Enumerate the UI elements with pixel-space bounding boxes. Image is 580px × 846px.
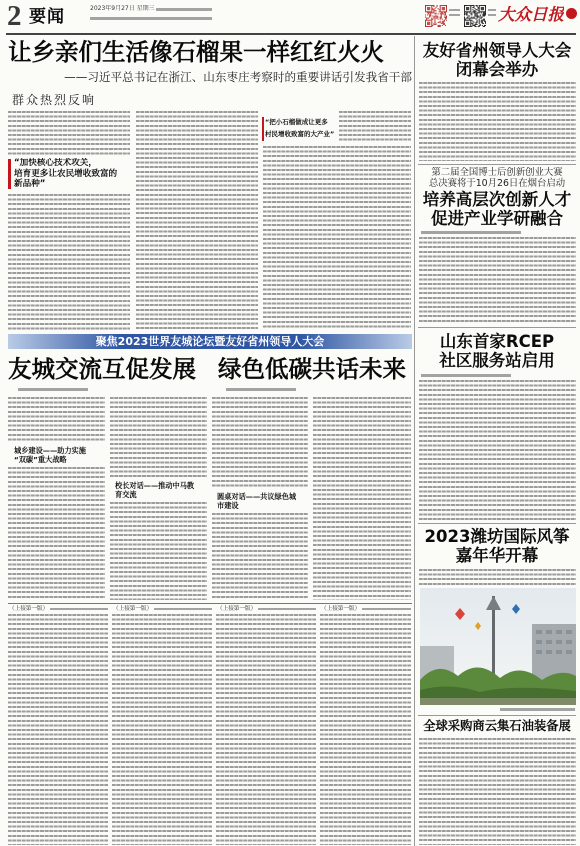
section-banner: 聚焦2023世界友城论坛暨友好省州领导人大会 <box>8 334 412 349</box>
article-body-text <box>258 608 316 610</box>
contact-line <box>90 17 212 20</box>
newspaper-logo: 大众日报 <box>498 5 564 24</box>
sidebar-story-body <box>419 380 576 520</box>
article-body-text <box>8 614 108 845</box>
headline-line: 促进产业学研融合 <box>431 209 563 228</box>
story-rule <box>418 523 576 524</box>
article-body-text <box>212 513 308 600</box>
pullquote-line: “加快核心技术攻关， <box>14 158 97 168</box>
pullquote-mark <box>262 117 264 141</box>
subhead-line: 校长对话——推动中马教 <box>115 481 195 490</box>
header-rule <box>6 33 576 35</box>
kicker-line: 总决赛将于10月26日在烟台启动 <box>428 178 566 189</box>
sidebar-headline <box>418 332 576 370</box>
article-body-text <box>8 111 130 155</box>
kicker-line: 第二届全国博士后创新创业大赛 <box>431 167 563 178</box>
article-body-text <box>50 608 108 610</box>
headline-line: 嘉年华开幕 <box>455 546 539 565</box>
sidebar-headline <box>418 527 576 565</box>
subhead-line: 圆桌对话——共议绿色城 <box>217 492 297 501</box>
sidebar-headline <box>418 41 576 79</box>
section-rule <box>8 603 412 604</box>
article-body-text <box>8 397 105 443</box>
column-divider <box>414 36 415 846</box>
sidebar-headline <box>418 190 576 228</box>
subhead-line: 育交流 <box>115 490 137 499</box>
sidebar-story-body <box>419 237 576 324</box>
sidebar-story-body <box>419 82 576 161</box>
article-body-text <box>313 397 411 600</box>
section-title: 要闻 <box>29 7 65 27</box>
pullquote-line: “把小石榴做成让更多 <box>265 118 328 126</box>
continued-label: （上接第一版） <box>217 606 257 612</box>
article-body-text <box>362 608 411 610</box>
pullquote-mark <box>8 159 11 189</box>
photo-caption <box>500 708 575 711</box>
headline-line: 培养高层次创新人才 <box>422 190 572 209</box>
editor-line <box>156 8 212 11</box>
headline-line: 友好省州领导人大会 <box>422 41 572 60</box>
article-body-text <box>136 111 258 330</box>
article-body-text <box>110 502 207 600</box>
continued-label: （上接第一版） <box>9 606 49 612</box>
sidebar-story-body <box>419 569 576 585</box>
qr-label <box>488 14 496 16</box>
feature-headline: 友城交流互促发展 <box>8 355 196 383</box>
lead-headline: 让乡亲们生活像石榴果一样红红火火 <box>8 38 384 66</box>
article-body-text <box>8 467 105 600</box>
page-number: 2 <box>7 0 22 32</box>
logo-emblem-icon <box>566 8 577 19</box>
section-subhead <box>14 446 105 464</box>
byline <box>421 374 511 377</box>
sidebar-kicker <box>418 167 576 189</box>
issue-date: 2023年9月27日 星期三 <box>90 5 155 12</box>
article-body-text <box>8 194 130 330</box>
article-body-text <box>212 397 308 489</box>
section-subhead <box>115 481 207 499</box>
article-body-text <box>110 397 207 478</box>
story-rule <box>418 164 576 165</box>
byline <box>421 231 521 234</box>
article-body-text <box>263 146 411 330</box>
story-rule <box>418 715 576 716</box>
pullquote <box>265 116 337 140</box>
article-body-text <box>320 614 411 845</box>
headline-line: 山东首家RCEP <box>439 332 555 351</box>
qr-label <box>488 9 496 11</box>
story-rule <box>418 327 576 328</box>
continued-label: （上接第一版） <box>113 606 153 612</box>
qr-label <box>449 14 460 16</box>
article-body-text <box>216 614 316 845</box>
qr-label <box>449 9 460 11</box>
lead-subtitle: 群众热烈反响 <box>12 93 97 107</box>
article-body-text <box>339 111 411 142</box>
byline <box>18 388 88 391</box>
section-subhead <box>217 492 308 510</box>
qr-code <box>464 5 486 27</box>
article-body-text <box>154 608 212 610</box>
subhead-line: 市建设 <box>217 501 239 510</box>
pullquote <box>14 158 132 190</box>
byline <box>226 388 296 391</box>
qr-code <box>425 5 447 27</box>
headline-line: 社区服务站启用 <box>439 351 555 370</box>
sidebar-headline <box>418 718 576 734</box>
sidebar-story-body <box>419 738 576 845</box>
headline-line: 全球采购商云集石油装备展 <box>423 719 571 733</box>
news-photo <box>420 588 576 705</box>
pullquote-line: 村民增收致富的大产业” <box>265 130 335 138</box>
pullquote-line: 培育更多让农民增收致富的 <box>14 168 118 179</box>
headline-line: 2023潍坊国际风筝 <box>424 527 570 546</box>
subhead-line: “双碳”重大战略 <box>14 455 67 464</box>
subhead-line: 城乡建设——助力实施 <box>14 446 86 455</box>
pullquote-line: 新品种” <box>14 179 46 190</box>
article-body-text <box>112 614 212 845</box>
headline-line: 闭幕会举办 <box>455 60 539 79</box>
lead-subtitle: ——习近平总书记在浙江、山东枣庄考察时的重要讲话引发我省干部 <box>64 70 412 84</box>
continued-label: （上接第一版） <box>321 606 361 612</box>
feature-headline: 绿色低碳共话未来 <box>218 355 406 383</box>
